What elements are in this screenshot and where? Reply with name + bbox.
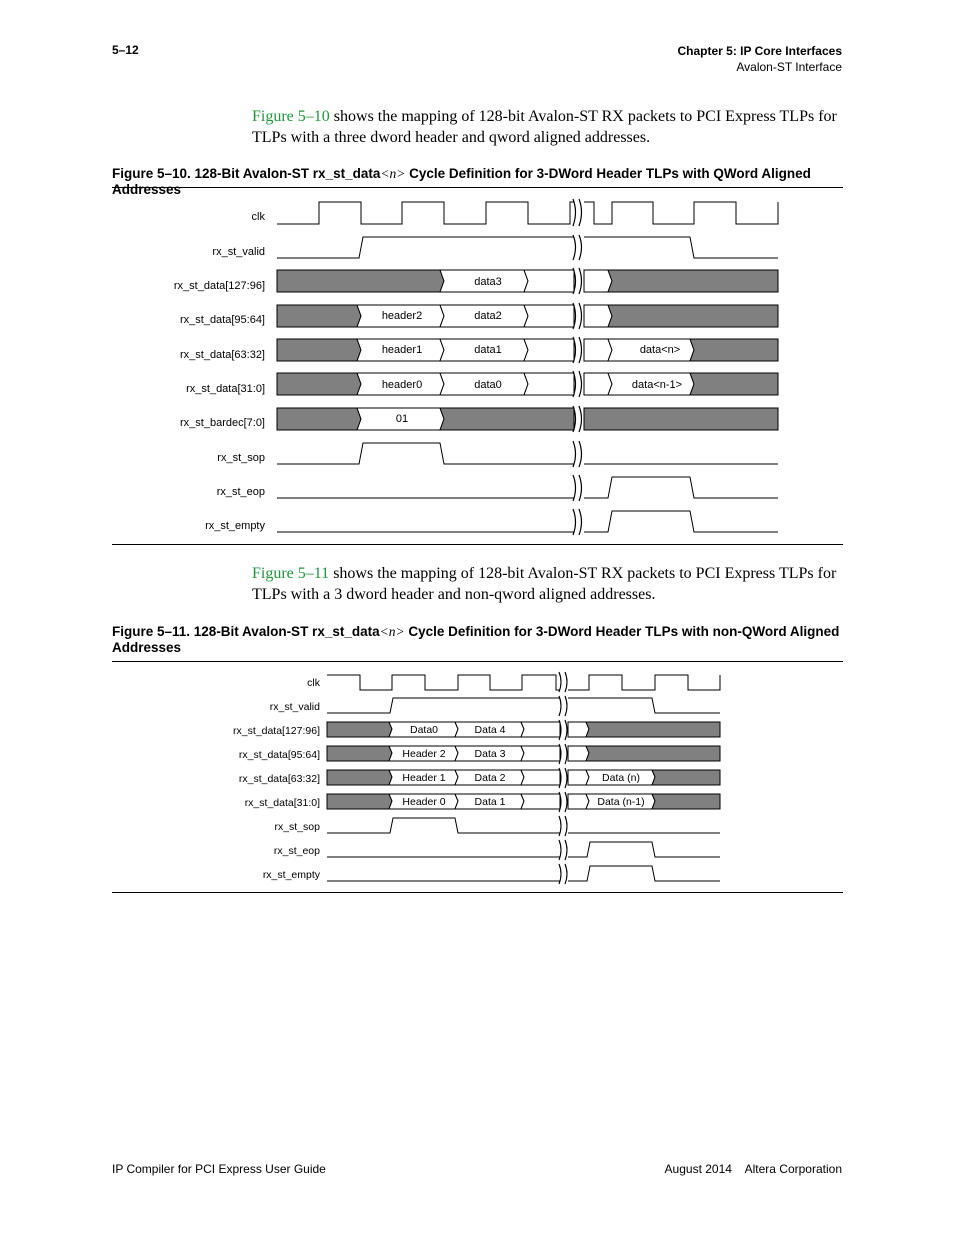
bus-label: Header 1 xyxy=(402,772,446,784)
signal-name: clk xyxy=(307,677,320,689)
signal-name: rx_st_data[127:96] xyxy=(233,725,320,737)
bus-label: data2 xyxy=(474,310,502,322)
bus-label: data3 xyxy=(474,276,502,288)
paragraph-text: shows the mapping of 128-bit Avalon-ST RX packets to PCI Express TLPs for TLPs with a three dword header and qword aligned addresses. xyxy=(252,108,837,146)
eop-wave-2 xyxy=(568,842,720,857)
sop-wave xyxy=(327,818,560,833)
signal-name: rx_st_empty xyxy=(262,869,320,881)
signal-name: rx_st_eop xyxy=(273,845,320,857)
bus-label: data1 xyxy=(474,344,502,356)
paragraph-text: shows the mapping of 128-bit Avalon-ST RX packets to PCI Express TLPs for TLPs with a 3 dword header and non-qword aligned addresses. xyxy=(252,565,837,603)
chapter-title: Chapter 5: IP Core Interfaces xyxy=(677,44,842,58)
bus-label: data0 xyxy=(474,379,502,391)
bus-label: Data (n-1) xyxy=(597,796,645,808)
figure-5-10-link[interactable]: Figure 5–10 xyxy=(252,108,330,125)
section-title: Avalon-ST Interface xyxy=(736,60,842,74)
figure-bottom-rule xyxy=(112,892,843,893)
signal-name: rx_st_data[63:32] xyxy=(238,773,320,785)
bus-label: header1 xyxy=(381,344,423,356)
signal-name: rx_st_data[31:0] xyxy=(244,797,320,809)
valid-wave-2 xyxy=(568,698,720,713)
bus-label: 01 xyxy=(395,413,409,425)
bus-label: Data 2 xyxy=(474,772,506,784)
signal-name: rx_st_empty xyxy=(205,520,265,532)
empty-wave-2 xyxy=(568,866,720,881)
footer-date-company: August 2014 Altera Corporation xyxy=(664,1162,842,1176)
figure-5-10-title: Figure 5–10. 128-Bit Avalon-ST rx_st_data<n> Cycle Definition for 3-DWord Header TLPs with QWord Aligned Addresses xyxy=(112,166,811,197)
bus-label: Data0 xyxy=(409,724,439,736)
figure-5-11-title: Figure 5–11. 128-Bit Avalon-ST rx_st_data<n> Cycle Definition for 3-DWord Header TLPs with non-QWord Aligned Addresses xyxy=(112,624,840,655)
bus-label: header0 xyxy=(381,379,423,391)
bus-label: data<n> xyxy=(639,344,681,356)
signal-name: rx_st_data[127:96] xyxy=(173,280,265,292)
signal-name: clk xyxy=(251,211,265,223)
signal-name: rx_st_data[95:64] xyxy=(179,314,265,326)
signal-name: rx_st_bardec[7:0] xyxy=(180,417,265,429)
bus-label: Data 1 xyxy=(474,796,506,808)
bus-label: header2 xyxy=(381,310,423,322)
signal-name: rx_st_sop xyxy=(274,821,320,833)
clk-wave-2 xyxy=(568,675,720,690)
bus-label: Header 0 xyxy=(402,796,446,808)
valid-wave xyxy=(327,698,560,713)
bus-label: data<n-1> xyxy=(631,379,683,391)
bus-label: Data 3 xyxy=(474,748,506,760)
bus-label: Header 2 xyxy=(402,748,446,760)
signal-name: rx_st_sop xyxy=(217,452,265,464)
signal-name: rx_st_eop xyxy=(216,486,265,498)
signal-name: rx_st_valid xyxy=(269,701,320,713)
figure-5-11-link[interactable]: Figure 5–11 xyxy=(252,565,330,582)
signal-name: rx_st_data[31:0] xyxy=(186,383,265,395)
page-number: 5–12 xyxy=(112,43,139,57)
signal-name: rx_st_valid xyxy=(212,246,265,258)
footer-guide-title: IP Compiler for PCI Express User Guide xyxy=(112,1162,326,1176)
bus-label: Data 4 xyxy=(474,724,506,736)
signal-name: rx_st_data[63:32] xyxy=(179,349,265,361)
signal-name: rx_st_data[95:64] xyxy=(238,749,320,761)
clk-wave xyxy=(327,675,560,690)
bus-label: Data (n) xyxy=(602,772,640,784)
